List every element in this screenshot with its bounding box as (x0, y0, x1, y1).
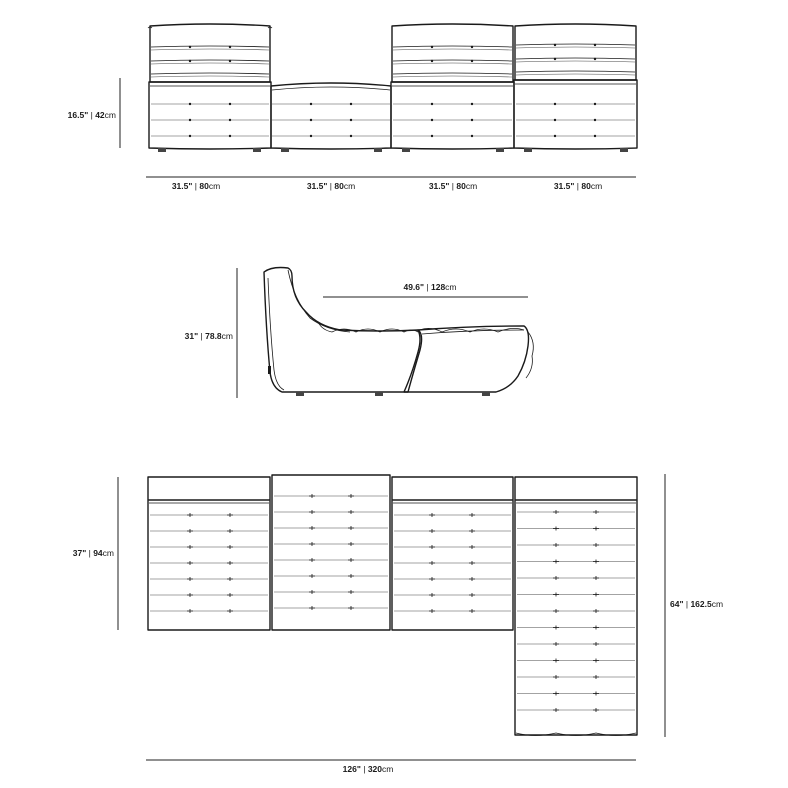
module-width-label: 31.5" | 80cm (171, 181, 221, 191)
side-height-label: 31" | 78.8cm (184, 331, 233, 341)
module-width-label: 31.5" | 80cm (306, 181, 356, 191)
module-width-label: 31.5" | 80cm (553, 181, 603, 191)
side-depth-label: 49.6" | 128cm (403, 282, 457, 292)
top-depth-label: 37" | 94cm (72, 548, 114, 558)
side-view (185, 268, 534, 399)
module-width-label: 31.5" | 80cm (428, 181, 478, 191)
front-height-label: 16.5" | 42cm (67, 110, 116, 120)
top-view (73, 474, 723, 774)
front-view (68, 24, 637, 191)
chaise-length-label: 64" | 162.5cm (670, 599, 724, 609)
total-width-label: 126" | 320cm (342, 764, 394, 774)
